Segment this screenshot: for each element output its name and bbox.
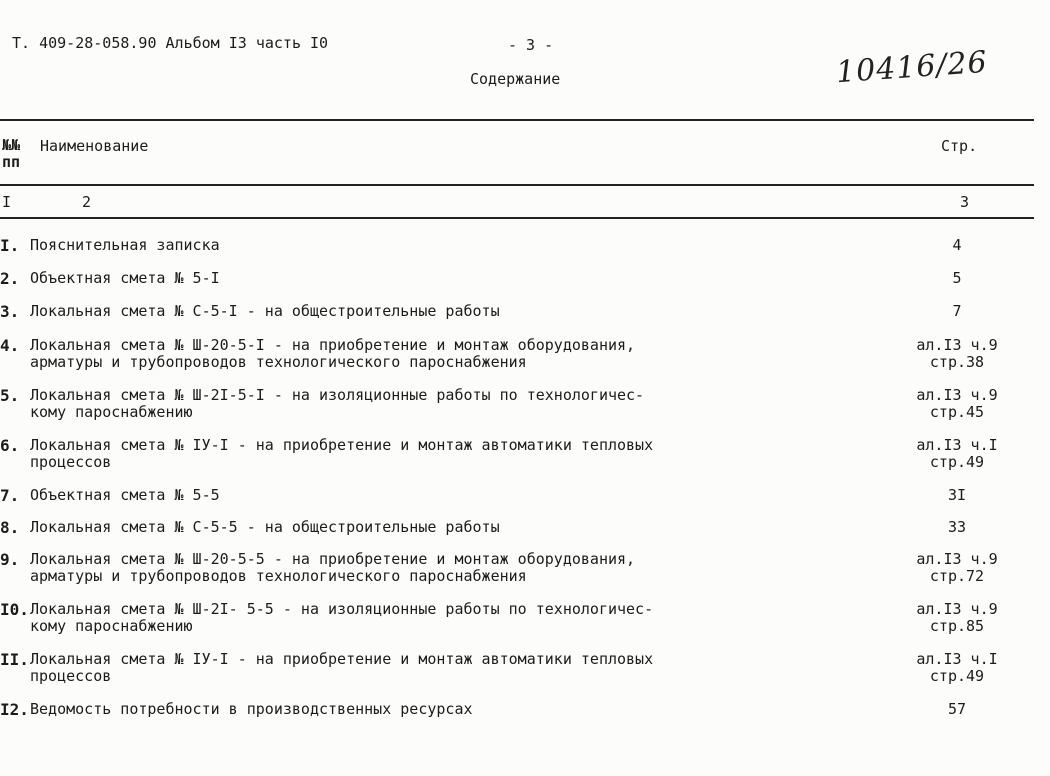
row-title: Локальная смета № Ш-2I-5-I - на изоляционные работы по технологичес- кому пароснабжению — [30, 386, 645, 421]
row-title: Локальная смета № С-5-5 - на общестроительные работы — [30, 518, 500, 536]
row-page: 4 — [952, 236, 962, 254]
table-top-rule — [0, 119, 1034, 121]
column-numbers-rule — [0, 217, 1034, 219]
row-number: I0. — [0, 600, 29, 619]
row-page: ал.I3 ч.9 стр.45 — [916, 386, 998, 421]
row-title: Локальная смета № IУ-I - на приобретение и монтаж автоматики тепловых процессов — [30, 436, 654, 471]
row-title: Ведомость потребности в производственных ресурсах — [30, 700, 473, 718]
row-page: ал.I3 ч.9 стр.85 — [916, 600, 998, 635]
row-number: 9. — [0, 550, 20, 569]
row-page: ал.I3 ч.9 стр.72 — [916, 550, 998, 585]
row-number: 3. — [0, 302, 20, 321]
row-number: 2. — [0, 269, 20, 288]
row-number: 4. — [0, 336, 20, 355]
row-number: 8. — [0, 518, 20, 537]
row-title: Локальная смета № Ш-20-5-I - на приобретение и монтаж оборудования, арматуры и трубопроводов технологического пароснабжения — [30, 336, 636, 371]
row-title: Локальная смета № С-5-I - на общестроительные работы — [30, 302, 500, 320]
column-number-2: 2 — [82, 193, 92, 211]
row-title: Объектная смета № 5-5 — [30, 486, 220, 504]
column-header-number — [2, 137, 20, 171]
column-header-name: Наименование — [40, 137, 149, 155]
column-header-number-text: №№ пп — [2, 136, 21, 171]
row-page: 7 — [952, 302, 962, 320]
row-page: 3I — [947, 486, 967, 504]
column-header-page: Стр. — [941, 137, 978, 155]
column-number-1: I — [2, 193, 12, 211]
row-page: ал.I3 ч.I стр.49 — [916, 436, 998, 471]
page-number: - 3 - — [508, 36, 554, 54]
row-title: Локальная смета № IУ-I - на приобретение и монтаж автоматики тепловых процессов — [30, 650, 654, 685]
row-number: I2. — [0, 700, 29, 719]
row-number: 5. — [0, 386, 20, 405]
handwritten-registration-number: 10416/26 — [834, 44, 989, 91]
row-number: 6. — [0, 436, 20, 455]
row-number: II. — [0, 650, 29, 669]
row-title: Локальная смета № Ш-20-5-5 - на приобретение и монтаж оборудования, арматуры и трубопроводов технологического пароснабжения — [30, 550, 636, 585]
row-page: ал.I3 ч.9 стр.38 — [916, 336, 998, 371]
row-number: I. — [0, 236, 20, 255]
row-title: Локальная смета № Ш-2I- 5-5 - на изоляционные работы по технологичес- кому пароснабжению — [30, 600, 654, 635]
row-title: Объектная смета № 5-I — [30, 269, 220, 287]
row-title: Пояснительная записка — [30, 236, 220, 254]
contents-title: Содержание — [470, 70, 561, 88]
row-page: 5 — [952, 269, 962, 287]
row-page: ал.I3 ч.I стр.49 — [916, 650, 998, 685]
row-number: 7. — [0, 486, 20, 505]
document-code: Т. 409-28-058.90 Альбом I3 часть I0 — [12, 34, 329, 52]
column-number-3: 3 — [960, 193, 970, 211]
row-page: 57 — [947, 700, 967, 718]
header-bottom-rule — [0, 184, 1034, 186]
row-page: 33 — [947, 518, 967, 536]
